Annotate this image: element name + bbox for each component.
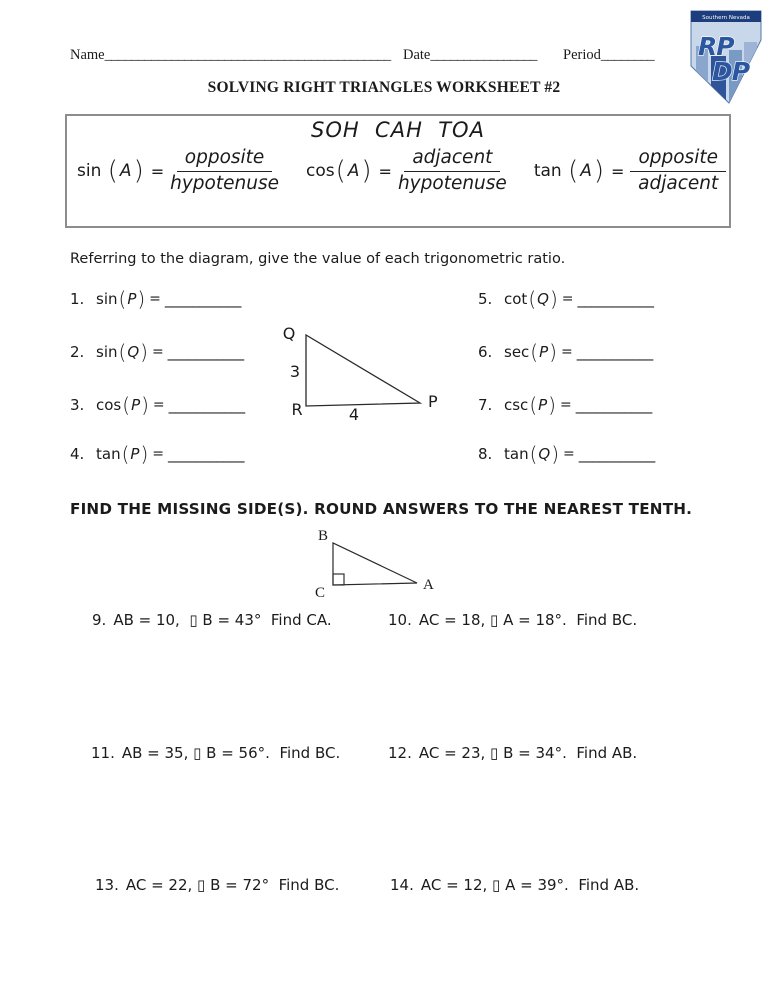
vertex-label-c: C (314, 585, 326, 601)
problem-number: 7. (478, 396, 493, 414)
find-side-problem-9 (92, 611, 332, 629)
ratio-problem-7 (478, 395, 652, 415)
problem-number: 9. (92, 611, 107, 629)
left-paren: ( (118, 287, 127, 311)
triangle-pqr-diagram (272, 314, 442, 426)
equals-sign: = (560, 344, 573, 360)
name-label: Name (70, 47, 105, 63)
trig-argument: A (580, 161, 592, 182)
right-paren: ) (137, 287, 146, 311)
right-paren: ) (593, 156, 605, 187)
fraction-numerator: adjacent (404, 148, 500, 172)
trig-function: sin (96, 343, 118, 361)
ratio-problem-5 (478, 289, 653, 309)
problem-text: AC = 18, ▯ A = 18°. Find BC. (418, 611, 638, 629)
trig-argument: P (538, 396, 548, 414)
answer-blank: ___________ (168, 396, 245, 414)
left-paren: ( (529, 442, 538, 466)
date-blank-line: ________________ (430, 47, 537, 63)
side-label-vertical: 3 (289, 362, 301, 381)
right-paren: ) (140, 442, 149, 466)
trig-argument: A (347, 161, 360, 182)
trig-argument: P (131, 396, 141, 414)
trig-argument: Q (538, 445, 551, 463)
ratio-problem-3 (70, 395, 245, 415)
problem-number: 1. (70, 290, 85, 308)
answer-blank: ___________ (168, 445, 244, 463)
trig-argument: P (127, 290, 137, 308)
left-paren: ( (530, 340, 539, 364)
trig-argument: Q (537, 290, 549, 308)
page-title: SOLVING RIGHT TRIANGLES WORKSHEET #2 (207, 79, 561, 96)
problem-text: AB = 10, ▯ B = 43° Find CA. (113, 611, 332, 629)
right-paren: ) (549, 340, 557, 364)
right-paren: ) (548, 393, 556, 417)
vertex-label-p: P (428, 392, 438, 411)
period-blank-line: ________ (600, 47, 655, 63)
left-paren: ( (122, 393, 131, 417)
logo-top-text: Southern Nevada (702, 15, 750, 21)
formula-cos (306, 148, 507, 194)
left-paren: ( (121, 442, 130, 466)
problem-text: AB = 35, ▯ B = 56°. Find BC. (121, 744, 341, 762)
right-paren: ) (140, 340, 148, 364)
fraction-denominator: adjacent (638, 172, 719, 194)
trig-function: tan (533, 161, 562, 182)
triangle-abc-outline (333, 543, 417, 585)
formula-box (65, 114, 731, 228)
period-label: Period (563, 47, 601, 63)
logo-dp-text: DP (712, 57, 750, 86)
fraction (170, 148, 279, 194)
formula-sin (77, 148, 279, 194)
right-paren: ) (361, 156, 372, 187)
trig-function: cos (305, 161, 335, 182)
vertex-label-q: Q (282, 324, 296, 343)
vertex-label-a: A (423, 577, 434, 593)
triangle-pqr-outline (306, 335, 420, 406)
trig-function: cot (504, 290, 528, 308)
equals-sign: = (152, 446, 164, 462)
ratio-problem-4 (70, 444, 244, 464)
find-side-problem-11 (91, 744, 340, 762)
equals-sign: = (151, 344, 164, 360)
problem-number: 12. (388, 744, 412, 762)
formula-row (67, 142, 729, 194)
problem-text: AC = 22, ▯ B = 72° Find BC. (125, 876, 340, 894)
right-angle-marker (333, 574, 344, 585)
date-field (403, 46, 537, 64)
side-label-horizontal: 4 (348, 405, 360, 424)
trig-function: sin (77, 161, 102, 182)
left-paren: ( (529, 393, 538, 417)
section-heading: FIND THE MISSING SIDE(S). ROUND ANSWERS TO THE NEAREST TENTH. (70, 500, 693, 518)
trig-argument: P (539, 343, 549, 361)
equals-sign: = (152, 397, 165, 413)
problem-number: 8. (478, 445, 493, 463)
equals-sign: = (561, 291, 574, 307)
problem-number: 6. (478, 343, 493, 361)
left-paren: ( (528, 287, 537, 311)
vertex-label-b: B (317, 528, 329, 544)
trig-function: cos (96, 396, 122, 414)
instruction-text: Referring to the diagram, give the value of each trigonometric ratio. (70, 251, 566, 267)
right-paren: ) (141, 393, 149, 417)
problem-number: 11. (91, 744, 115, 762)
ratio-problem-6 (478, 342, 653, 362)
left-paren: ( (568, 156, 579, 187)
problem-number: 13. (95, 876, 119, 894)
problem-number: 5. (478, 290, 493, 308)
right-paren: ) (133, 156, 144, 187)
equals-sign: = (378, 161, 392, 181)
trig-function: tan (504, 445, 529, 463)
trig-argument: P (130, 445, 140, 463)
find-side-problem-14 (390, 876, 639, 894)
trig-function: csc (504, 396, 529, 414)
fraction (630, 148, 726, 194)
date-label: Date (403, 47, 431, 63)
triangle-abc-diagram (296, 519, 438, 601)
period-field (563, 46, 654, 64)
ratio-problem-8 (478, 444, 655, 464)
answer-blank: ___________ (167, 343, 244, 361)
fraction-denominator: hypotenuse (170, 172, 279, 194)
equals-sign: = (150, 161, 165, 181)
problem-number: 10. (388, 611, 412, 629)
problem-text: AC = 12, ▯ A = 39°. Find AB. (420, 876, 640, 894)
find-side-problem-10 (388, 611, 637, 629)
formula-box-heading: SOH CAH TOA (311, 118, 485, 142)
formula-tan (534, 148, 726, 194)
answer-blank: ___________ (576, 343, 653, 361)
trig-argument: Q (127, 343, 140, 361)
ratio-problem-1 (70, 289, 241, 309)
answer-blank: ___________ (577, 290, 654, 308)
header-row (70, 46, 391, 64)
name-blank-line: ___________________________________________ (104, 47, 391, 63)
trig-function: tan (96, 445, 121, 463)
left-paren: ( (107, 156, 118, 187)
find-side-problem-13 (95, 876, 339, 894)
fraction-numerator: opposite (177, 148, 273, 172)
ratio-problem-2 (70, 342, 244, 362)
equals-sign: = (563, 446, 575, 462)
fraction-numerator: opposite (630, 148, 726, 172)
answer-blank: ___________ (578, 445, 655, 463)
find-side-problem-12 (388, 744, 637, 762)
vertex-label-r: R (291, 400, 303, 419)
fraction (398, 148, 507, 194)
trig-function: sec (504, 343, 530, 361)
problem-number: 4. (70, 445, 85, 463)
right-paren: ) (549, 287, 558, 311)
trig-function: sin (96, 290, 118, 308)
problem-number: 3. (70, 396, 85, 414)
problem-text: AC = 23, ▯ B = 34°. Find AB. (418, 744, 638, 762)
left-paren: ( (335, 156, 346, 187)
problem-number: 2. (70, 343, 85, 361)
right-paren: ) (551, 442, 560, 466)
logo-rp-text: RP (698, 32, 734, 61)
equals-sign: = (149, 291, 161, 307)
trig-argument: A (119, 161, 132, 182)
problem-number: 14. (390, 876, 414, 894)
equals-sign: = (611, 161, 625, 181)
answer-blank: ___________ (575, 396, 652, 414)
left-paren: ( (118, 340, 127, 364)
fraction-denominator: hypotenuse (397, 172, 507, 194)
equals-sign: = (559, 397, 572, 413)
answer-blank: ___________ (164, 290, 241, 308)
